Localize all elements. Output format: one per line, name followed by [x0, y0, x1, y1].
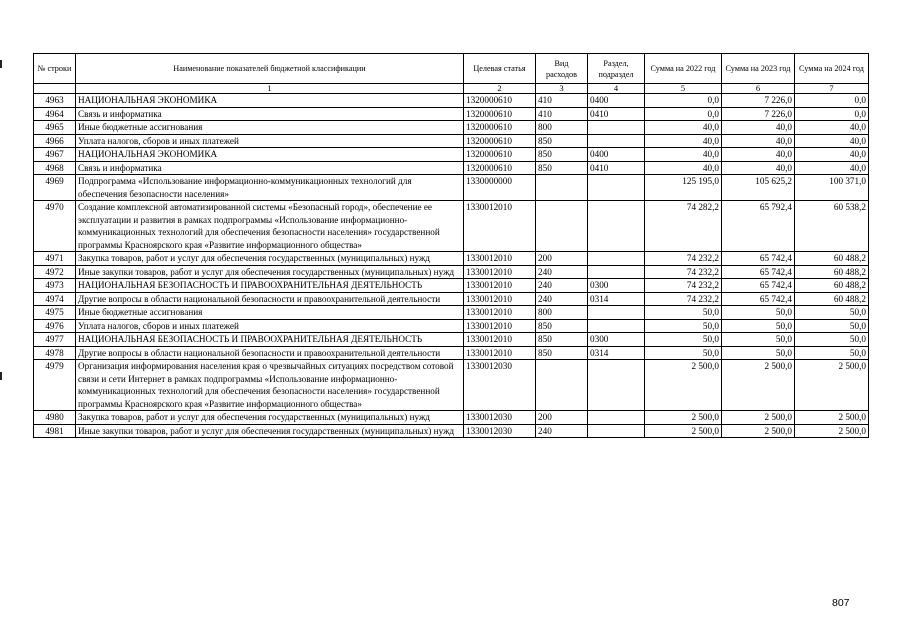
row-sum-2023: 65 742,4 [722, 292, 795, 306]
scan-edge-mark-bottom [0, 372, 2, 380]
row-section [588, 134, 645, 148]
row-name: Другие вопросы в области национальной безопасности и правоохранительной деятельности [76, 346, 464, 360]
row-name: Связь и информатика [76, 161, 464, 175]
row-sum-2024: 60 488,2 [795, 265, 869, 279]
row-number: 4981 [34, 424, 76, 438]
row-sum-2022: 0,0 [645, 107, 722, 121]
column-number: 3 [536, 84, 588, 94]
row-sum-2023: 65 742,4 [722, 252, 795, 266]
table-row [34, 201, 869, 252]
budget-table [33, 53, 869, 438]
row-target-article: 1320000610 [464, 121, 536, 135]
row-sum-2024: 2 500,0 [795, 360, 869, 411]
row-sum-2023: 50,0 [722, 346, 795, 360]
row-sum-2022: 50,0 [645, 346, 722, 360]
row-section [588, 306, 645, 320]
row-section [588, 360, 645, 411]
row-sum-2024: 0,0 [795, 107, 869, 121]
row-sum-2024: 2 500,0 [795, 411, 869, 425]
row-expense-type: 850 [536, 148, 588, 162]
row-section: 0314 [588, 346, 645, 360]
header-sum-2022: Сумма на 2022 год [645, 54, 722, 84]
row-section: 0400 [588, 148, 645, 162]
row-sum-2024: 50,0 [795, 346, 869, 360]
header-sum-2023: Сумма на 2023 год [722, 54, 795, 84]
page-number: 807 [832, 597, 850, 609]
row-sum-2023: 2 500,0 [722, 424, 795, 438]
column-number: 4 [588, 84, 645, 94]
row-number: 4971 [34, 252, 76, 266]
row-number: 4973 [34, 279, 76, 293]
row-expense-type: 240 [536, 292, 588, 306]
row-sum-2023: 65 792,4 [722, 201, 795, 252]
row-section [588, 121, 645, 135]
row-target-article: 1320000610 [464, 107, 536, 121]
column-number: 7 [795, 84, 869, 94]
table-row [34, 121, 869, 135]
row-sum-2022: 50,0 [645, 319, 722, 333]
row-target-article: 1330012030 [464, 360, 536, 411]
row-sum-2022: 50,0 [645, 333, 722, 347]
row-number: 4968 [34, 161, 76, 175]
row-sum-2024: 100 371,0 [795, 175, 869, 201]
row-name: Связь и информатика [76, 107, 464, 121]
row-sum-2023: 40,0 [722, 121, 795, 135]
row-name: Уплата налогов, сборов и иных платежей [76, 134, 464, 148]
row-expense-type: 850 [536, 134, 588, 148]
header-row [34, 54, 869, 84]
row-sum-2023: 7 226,0 [722, 94, 795, 108]
row-name: Закупка товаров, работ и услуг для обеспечения государственных (муниципальных) нужд [76, 411, 464, 425]
row-expense-type [536, 201, 588, 252]
row-number: 4977 [34, 333, 76, 347]
row-target-article: 1330012030 [464, 424, 536, 438]
row-number: 4963 [34, 94, 76, 108]
row-sum-2022: 50,0 [645, 306, 722, 320]
row-expense-type: 850 [536, 161, 588, 175]
row-name: НАЦИОНАЛЬНАЯ БЕЗОПАСНОСТЬ И ПРАВООХРАНИТЕЛЬНАЯ ДЕЯТЕЛЬНОСТЬ [76, 333, 464, 347]
row-section: 0300 [588, 333, 645, 347]
row-sum-2024: 60 488,2 [795, 292, 869, 306]
row-name: Уплата налогов, сборов и иных платежей [76, 319, 464, 333]
row-sum-2023: 7 226,0 [722, 107, 795, 121]
row-sum-2022: 40,0 [645, 121, 722, 135]
row-section: 0314 [588, 292, 645, 306]
header-section: Раздел, подраздел [588, 54, 645, 84]
row-sum-2022: 74 232,2 [645, 265, 722, 279]
table-row [34, 161, 869, 175]
row-section: 0410 [588, 107, 645, 121]
row-sum-2024: 50,0 [795, 306, 869, 320]
row-sum-2023: 2 500,0 [722, 411, 795, 425]
header-row-number: № строки [34, 54, 76, 84]
row-sum-2023: 50,0 [722, 319, 795, 333]
row-sum-2023: 50,0 [722, 333, 795, 347]
row-name: Иные закупки товаров, работ и услуг для обеспечения государственных (муниципальных) нужд [76, 424, 464, 438]
row-target-article: 1330012010 [464, 201, 536, 252]
table-row [34, 148, 869, 162]
row-section [588, 319, 645, 333]
row-target-article: 1330012030 [464, 411, 536, 425]
row-section: 0410 [588, 161, 645, 175]
row-expense-type: 800 [536, 306, 588, 320]
row-name: НАЦИОНАЛЬНАЯ БЕЗОПАСНОСТЬ И ПРАВООХРАНИТЕЛЬНАЯ ДЕЯТЕЛЬНОСТЬ [76, 279, 464, 293]
row-target-article: 1330012010 [464, 306, 536, 320]
row-expense-type: 850 [536, 346, 588, 360]
row-expense-type [536, 360, 588, 411]
table-row [34, 94, 869, 108]
row-expense-type: 410 [536, 107, 588, 121]
column-number: 2 [464, 84, 536, 94]
row-sum-2023: 50,0 [722, 306, 795, 320]
row-sum-2022: 74 232,2 [645, 279, 722, 293]
row-name: Закупка товаров, работ и услуг для обеспечения государственных (муниципальных) нужд [76, 252, 464, 266]
row-number: 4970 [34, 201, 76, 252]
row-sum-2023: 65 742,4 [722, 279, 795, 293]
row-name: Иные закупки товаров, работ и услуг для обеспечения государственных (муниципальных) нужд [76, 265, 464, 279]
row-sum-2024: 50,0 [795, 333, 869, 347]
table-row [34, 292, 869, 306]
row-number: 4978 [34, 346, 76, 360]
column-number: 6 [722, 84, 795, 94]
row-section [588, 424, 645, 438]
row-target-article: 1330012010 [464, 265, 536, 279]
row-sum-2024: 40,0 [795, 148, 869, 162]
row-target-article: 1330000000 [464, 175, 536, 201]
table-row [34, 175, 869, 201]
column-number: 1 [76, 84, 464, 94]
row-sum-2022: 40,0 [645, 148, 722, 162]
row-sum-2022: 2 500,0 [645, 424, 722, 438]
row-sum-2022: 125 195,0 [645, 175, 722, 201]
row-name: Создание комплексной автоматизированной системы «Безопасный город», обеспечение ее эксплуатации и развития в рамках подпрограммы «Использование информационно-коммуникационных технологий для обеспечения безопасности населения» государственной программы Красноярского края «Развитие информационного общества» [76, 201, 464, 252]
row-sum-2023: 40,0 [722, 134, 795, 148]
row-expense-type: 240 [536, 424, 588, 438]
row-sum-2024: 60 538,2 [795, 201, 869, 252]
row-sum-2022: 40,0 [645, 161, 722, 175]
row-sum-2022: 2 500,0 [645, 411, 722, 425]
row-name: Иные бюджетные ассигнования [76, 306, 464, 320]
row-expense-type: 200 [536, 252, 588, 266]
table-body [34, 94, 869, 438]
table-row [34, 411, 869, 425]
header-sum-2024: Сумма на 2024 год [795, 54, 869, 84]
row-number: 4966 [34, 134, 76, 148]
column-number-row [34, 84, 869, 94]
row-sum-2024: 60 488,2 [795, 279, 869, 293]
row-expense-type: 850 [536, 319, 588, 333]
row-name: Другие вопросы в области национальной безопасности и правоохранительной деятельности [76, 292, 464, 306]
header-expense-type: Вид расходов [536, 54, 588, 84]
row-number: 4964 [34, 107, 76, 121]
row-sum-2023: 65 742,4 [722, 265, 795, 279]
row-number: 4975 [34, 306, 76, 320]
table-row [34, 134, 869, 148]
row-name: Иные бюджетные ассигнования [76, 121, 464, 135]
table-row [34, 333, 869, 347]
table-row [34, 306, 869, 320]
column-number-empty [34, 84, 76, 94]
table-row [34, 424, 869, 438]
row-sum-2023: 105 625,2 [722, 175, 795, 201]
row-target-article: 1330012010 [464, 319, 536, 333]
row-number: 4965 [34, 121, 76, 135]
row-sum-2022: 2 500,0 [645, 360, 722, 411]
row-sum-2024: 40,0 [795, 121, 869, 135]
row-sum-2022: 0,0 [645, 94, 722, 108]
row-sum-2022: 74 232,2 [645, 292, 722, 306]
row-number: 4972 [34, 265, 76, 279]
table-row [34, 265, 869, 279]
row-target-article: 1330012010 [464, 252, 536, 266]
row-expense-type: 240 [536, 279, 588, 293]
row-section: 0300 [588, 279, 645, 293]
row-number: 4969 [34, 175, 76, 201]
row-name: Подпрограмма «Использование информационно-коммуникационных технологий для обеспечения безопасности населения» [76, 175, 464, 201]
scan-edge-mark-top [0, 60, 2, 68]
row-number: 4979 [34, 360, 76, 411]
table-row [34, 346, 869, 360]
row-expense-type: 410 [536, 94, 588, 108]
row-expense-type: 850 [536, 333, 588, 347]
row-target-article: 1330012010 [464, 279, 536, 293]
row-sum-2023: 40,0 [722, 161, 795, 175]
row-target-article: 1320000610 [464, 134, 536, 148]
row-expense-type [536, 175, 588, 201]
column-number: 5 [645, 84, 722, 94]
row-sum-2024: 40,0 [795, 134, 869, 148]
row-section: 0400 [588, 94, 645, 108]
row-target-article: 1330012010 [464, 346, 536, 360]
row-number: 4967 [34, 148, 76, 162]
row-target-article: 1320000610 [464, 161, 536, 175]
row-sum-2022: 40,0 [645, 134, 722, 148]
row-sum-2024: 50,0 [795, 319, 869, 333]
row-sum-2024: 2 500,0 [795, 424, 869, 438]
row-section [588, 411, 645, 425]
row-section [588, 252, 645, 266]
row-section [588, 201, 645, 252]
table-row [34, 360, 869, 411]
row-expense-type: 800 [536, 121, 588, 135]
row-sum-2022: 74 282,2 [645, 201, 722, 252]
row-number: 4976 [34, 319, 76, 333]
row-sum-2023: 40,0 [722, 148, 795, 162]
row-number: 4974 [34, 292, 76, 306]
row-section [588, 265, 645, 279]
row-name: Организация информирования населения края о чрезвычайных ситуациях посредством сотовой связи и сети Интернет в рамках подпрограммы «Использование информационно-коммуникационных технологий для обеспечения безопасности населения» государственной программы Красноярского края «Развитие информационного общества» [76, 360, 464, 411]
row-number: 4980 [34, 411, 76, 425]
row-target-article: 1320000610 [464, 94, 536, 108]
row-expense-type: 240 [536, 265, 588, 279]
table-row [34, 107, 869, 121]
row-sum-2024: 60 488,2 [795, 252, 869, 266]
row-sum-2022: 74 232,2 [645, 252, 722, 266]
row-expense-type: 200 [536, 411, 588, 425]
header-target-article: Целевая статья [464, 54, 536, 84]
row-target-article: 1330012010 [464, 333, 536, 347]
row-name: НАЦИОНАЛЬНАЯ ЭКОНОМИКА [76, 94, 464, 108]
row-section [588, 175, 645, 201]
row-sum-2024: 40,0 [795, 161, 869, 175]
row-target-article: 1320000610 [464, 148, 536, 162]
row-sum-2023: 2 500,0 [722, 360, 795, 411]
table-row [34, 279, 869, 293]
header-name: Наименование показателей бюджетной классификации [76, 54, 464, 84]
row-name: НАЦИОНАЛЬНАЯ ЭКОНОМИКА [76, 148, 464, 162]
row-sum-2024: 0,0 [795, 94, 869, 108]
table-row [34, 252, 869, 266]
table-row [34, 319, 869, 333]
row-target-article: 1330012010 [464, 292, 536, 306]
